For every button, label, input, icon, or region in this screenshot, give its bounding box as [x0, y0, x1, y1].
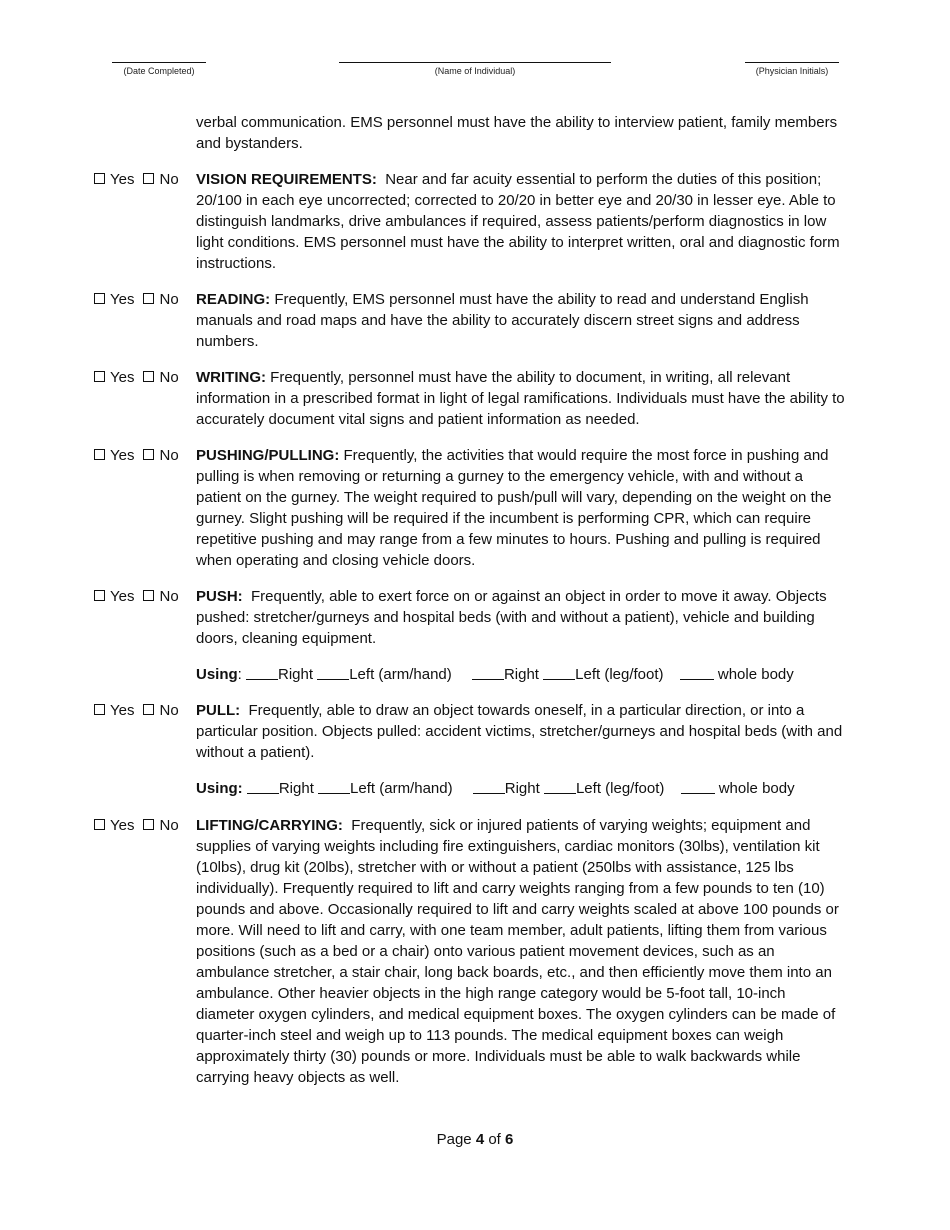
pull-using-row: Using: Right Left (arm/hand) Right Left (leg/foot) whole body: [196, 780, 795, 797]
checkbox-icon: [94, 449, 105, 460]
section-heading: VISION REQUIREMENTS:: [196, 171, 377, 188]
date-completed-field[interactable]: [112, 62, 206, 76]
using-label: Using: [196, 666, 238, 683]
section-text: Frequently, personnel must have the ability to document, in writing, all relevant information in a prescribed format in light of legal ramifications. Individuals must have the ability to accurately document vital signs and patient information as needed.: [196, 369, 845, 428]
push-whole-body-blank[interactable]: [680, 666, 714, 680]
section-text: Near and far acuity essential to perform the duties of this position; 20/100 in each eye uncorrected; corrected to 20/20 in better eye and 20/30 in lesser eye. Able to distinguish landmarks, drive ambulances if required, assess patients/perform diagnostics in low light conditions. EMS personnel must have the ability to interpret written, oral and diagnostic form instructions.: [196, 171, 840, 272]
checkbox-icon: [143, 371, 154, 382]
pushing-pulling-section: [196, 445, 846, 571]
vision-yes-no: [94, 169, 179, 190]
checkbox-icon: [143, 293, 154, 304]
writing-yes-checkbox[interactable]: Yes: [94, 369, 134, 386]
date-completed-label: (Date Completed): [123, 66, 195, 76]
using-label: Using:: [196, 780, 243, 797]
checkbox-icon: [94, 819, 105, 830]
writing-yes-no: [94, 367, 179, 388]
pull-left-leg-blank[interactable]: [544, 780, 576, 794]
name-of-individual-field[interactable]: [339, 62, 611, 76]
pushing-pulling-yes-no: [94, 445, 179, 466]
pull-right-leg-blank[interactable]: [473, 780, 505, 794]
checkbox-icon: [143, 173, 154, 184]
push-right-arm-blank[interactable]: [246, 666, 278, 680]
physician-initials-label: (Physician Initials): [755, 66, 829, 76]
pushing-pulling-yes-checkbox[interactable]: Yes: [94, 447, 134, 464]
checkbox-icon: [94, 371, 105, 382]
push-right-leg-blank[interactable]: [472, 666, 504, 680]
section-heading: PUSHING/PULLING:: [196, 447, 340, 464]
physician-initials-field[interactable]: [745, 62, 839, 76]
section-heading: PULL:: [196, 702, 241, 719]
page-number: Page 4 of 6: [436, 1131, 514, 1148]
vision-section: [196, 169, 846, 274]
section-heading: READING:: [196, 291, 271, 308]
push-left-arm-blank[interactable]: [317, 666, 349, 680]
pull-no-checkbox[interactable]: No: [143, 702, 178, 719]
checkbox-icon: [94, 293, 105, 304]
name-of-individual-label: (Name of Individual): [434, 66, 516, 76]
push-yes-no: [94, 586, 179, 607]
pull-section: [196, 700, 846, 763]
physician-initials-line: [745, 62, 839, 63]
checkbox-icon: [143, 449, 154, 460]
section-heading: LIFTING/CARRYING:: [196, 817, 343, 834]
pull-right-arm-blank[interactable]: [247, 780, 279, 794]
writing-section: [196, 367, 846, 430]
reading-yes-no: [94, 289, 179, 310]
checkbox-icon: [143, 590, 154, 601]
push-using-row: Using: Right Left (arm/hand) Right Left (leg/foot) whole body: [196, 666, 794, 683]
checkbox-icon: [143, 704, 154, 715]
section-text: Frequently, EMS personnel must have the ability to read and understand English manuals and road maps and have the ability to accurately discern street signs and address numbers.: [196, 291, 809, 350]
section-text: Frequently, able to draw an object towards oneself, in a particular direction, or into a particular position. Objects pulled: accident victims, stretcher/gurneys and hospital beds (with and without a patient).: [196, 702, 843, 761]
name-of-individual-line: [339, 62, 611, 63]
vision-no-checkbox[interactable]: No: [143, 171, 178, 188]
lifting-carrying-no-checkbox[interactable]: No: [143, 817, 178, 834]
push-yes-checkbox[interactable]: Yes: [94, 588, 134, 605]
intro-paragraph: verbal communication. EMS personnel must have the ability to interview patient, family members and bystanders.: [196, 114, 838, 152]
pull-left-arm-blank[interactable]: [318, 780, 350, 794]
section-text: Frequently, the activities that would require the most force in pushing and pulling is when removing or returning a gurney to the emergency vehicle, with and without a patient on the gurney. The weight required to push/pull will vary, depending on the weight on the gurney. Slight pushing will be required if the incumbent is performing CPR, which can require repetitive pushing and may range from a few minutes to hours. Pushing and pulling is required when operating and closing vehicle doors.: [196, 447, 832, 569]
reading-yes-checkbox[interactable]: Yes: [94, 291, 134, 308]
reading-section: [196, 289, 846, 352]
date-completed-line: [112, 62, 206, 63]
lifting-carrying-yes-no: [94, 815, 179, 836]
reading-no-checkbox[interactable]: No: [143, 291, 178, 308]
checkbox-icon: [143, 819, 154, 830]
push-section: [196, 586, 846, 649]
pull-yes-checkbox[interactable]: Yes: [94, 702, 134, 719]
checkbox-icon: [94, 590, 105, 601]
push-no-checkbox[interactable]: No: [143, 588, 178, 605]
checkbox-icon: [94, 173, 105, 184]
section-text: Frequently, sick or injured patients of varying weights; equipment and supplies of varying weights including fire extinguishers, cardiac monitors (30lbs), ventilation kit (10lbs), drug kit (20lbs), stretcher with or without a patient (250lbs with assistance, 125 lbs individually). Frequently required to lift and carry weights ranging from a few pounds to ten (10) pounds and above. Occasionally required to lift and carry weights scaled at above 100 pounds or more. Will need to lift and carry, with one team member, adult patients, lifting them from various positions (such as a bed or a chair) onto various patient movement devices, such as an ambulance stretcher, a stair chair, long back boards, etc., and then efficiently move them into an ambulance. Other heavier objects in the high range category would be 5-foot tall, 10-inch diameter oxygen cylinders, and medical equipment boxes. The oxygen cylinders can be made of quarter-inch steel and weigh up to 113 pounds. The medical equipment boxes can weigh approximately thirty (30) pounds or more. Individuals must be able to walk backwards while carrying heavy objects as well.: [196, 817, 839, 1086]
pull-yes-no: [94, 700, 179, 721]
pushing-pulling-no-checkbox[interactable]: No: [143, 447, 178, 464]
section-heading: WRITING:: [196, 369, 266, 386]
section-text: Frequently, able to exert force on or against an object in order to move it away. Objects pushed: stretcher/gurneys and hospital beds (with and without a patient), vehicle and building doors, cleaning equipment.: [196, 588, 827, 647]
section-heading: PUSH:: [196, 588, 243, 605]
checkbox-icon: [94, 704, 105, 715]
lifting-carrying-yes-checkbox[interactable]: Yes: [94, 817, 134, 834]
writing-no-checkbox[interactable]: No: [143, 369, 178, 386]
lifting-carrying-section: [196, 815, 846, 1088]
pull-whole-body-blank[interactable]: [681, 780, 715, 794]
push-left-leg-blank[interactable]: [543, 666, 575, 680]
vision-yes-checkbox[interactable]: Yes: [94, 171, 134, 188]
